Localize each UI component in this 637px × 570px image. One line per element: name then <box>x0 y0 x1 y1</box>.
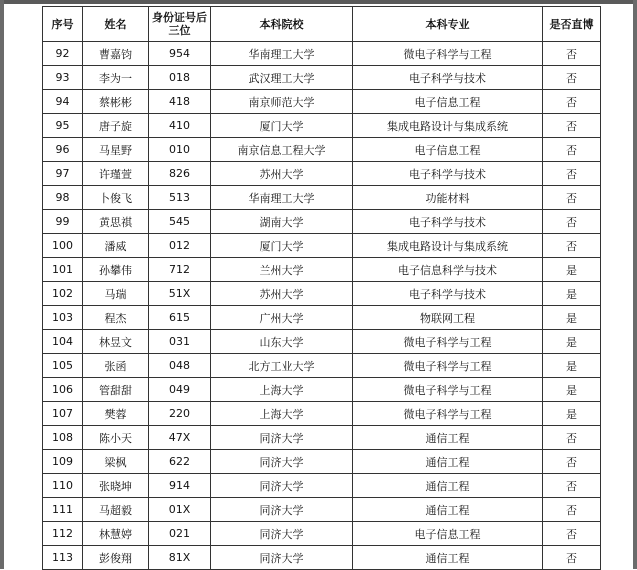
cell-school: 兰州大学 <box>211 258 353 282</box>
cell-major: 微电子科学与工程 <box>353 42 543 66</box>
cell-no: 93 <box>43 66 83 90</box>
cell-name: 唐子旋 <box>83 114 149 138</box>
cell-no: 103 <box>43 306 83 330</box>
cell-direct: 是 <box>543 306 601 330</box>
cell-direct: 否 <box>543 522 601 546</box>
cell-name: 卜俊飞 <box>83 186 149 210</box>
cell-direct: 否 <box>543 234 601 258</box>
cell-major: 通信工程 <box>353 450 543 474</box>
cell-direct: 否 <box>543 90 601 114</box>
cell-major: 电子信息科学与技术 <box>353 258 543 282</box>
cell-no: 98 <box>43 186 83 210</box>
cell-name: 潘威 <box>83 234 149 258</box>
cell-direct: 否 <box>543 186 601 210</box>
admission-table <box>42 6 601 570</box>
cell-school: 厦门大学 <box>211 234 353 258</box>
table-row <box>43 234 601 258</box>
cell-major: 微电子科学与工程 <box>353 330 543 354</box>
header-name: 姓名 <box>83 7 149 42</box>
cell-id: 826 <box>149 162 211 186</box>
cell-major: 功能材料 <box>353 186 543 210</box>
table-row <box>43 378 601 402</box>
cell-school: 苏州大学 <box>211 162 353 186</box>
cell-school: 苏州大学 <box>211 282 353 306</box>
table-row <box>43 354 601 378</box>
cell-school: 广州大学 <box>211 306 353 330</box>
cell-no: 113 <box>43 546 83 570</box>
cell-direct: 否 <box>543 546 601 570</box>
header-direct: 是否直博 <box>543 7 601 42</box>
table-row <box>43 66 601 90</box>
cell-name: 马瑞 <box>83 282 149 306</box>
cell-major: 微电子科学与工程 <box>353 354 543 378</box>
cell-major: 电子科学与技术 <box>353 162 543 186</box>
cell-id: 81X <box>149 546 211 570</box>
cell-id: 048 <box>149 354 211 378</box>
cell-name: 彭俊翔 <box>83 546 149 570</box>
cell-school: 厦门大学 <box>211 114 353 138</box>
table-row <box>43 546 601 570</box>
cell-direct: 否 <box>543 450 601 474</box>
table-row <box>43 138 601 162</box>
cell-school: 南京信息工程大学 <box>211 138 353 162</box>
cell-id: 410 <box>149 114 211 138</box>
cell-name: 张晓坤 <box>83 474 149 498</box>
cell-school: 湖南大学 <box>211 210 353 234</box>
cell-id: 010 <box>149 138 211 162</box>
cell-no: 104 <box>43 330 83 354</box>
cell-school: 南京师范大学 <box>211 90 353 114</box>
cell-major: 通信工程 <box>353 474 543 498</box>
cell-id: 049 <box>149 378 211 402</box>
cell-name: 管甜甜 <box>83 378 149 402</box>
cell-school: 上海大学 <box>211 402 353 426</box>
cell-no: 95 <box>43 114 83 138</box>
cell-direct: 否 <box>543 210 601 234</box>
cell-major: 电子科学与技术 <box>353 66 543 90</box>
cell-no: 105 <box>43 354 83 378</box>
table-row <box>43 330 601 354</box>
header-school: 本科院校 <box>211 7 353 42</box>
header-major: 本科专业 <box>353 7 543 42</box>
cell-name: 蔡彬彬 <box>83 90 149 114</box>
cell-no: 101 <box>43 258 83 282</box>
table-row <box>43 114 601 138</box>
cell-major: 微电子科学与工程 <box>353 402 543 426</box>
viewer-right-frame <box>633 0 637 569</box>
document-page <box>4 4 633 569</box>
cell-name: 张函 <box>83 354 149 378</box>
cell-no: 102 <box>43 282 83 306</box>
cell-school: 同济大学 <box>211 498 353 522</box>
cell-id: 615 <box>149 306 211 330</box>
table-row <box>43 42 601 66</box>
cell-name: 许瑾萱 <box>83 162 149 186</box>
cell-direct: 否 <box>543 162 601 186</box>
cell-name: 樊蓉 <box>83 402 149 426</box>
cell-direct: 是 <box>543 330 601 354</box>
cell-id: 031 <box>149 330 211 354</box>
cell-direct: 是 <box>543 282 601 306</box>
cell-major: 通信工程 <box>353 546 543 570</box>
table-row <box>43 90 601 114</box>
cell-major: 物联网工程 <box>353 306 543 330</box>
cell-school: 同济大学 <box>211 522 353 546</box>
cell-major: 通信工程 <box>353 498 543 522</box>
cell-no: 107 <box>43 402 83 426</box>
cell-direct: 是 <box>543 402 601 426</box>
table-body <box>43 42 601 570</box>
cell-no: 108 <box>43 426 83 450</box>
cell-id: 513 <box>149 186 211 210</box>
cell-school: 同济大学 <box>211 426 353 450</box>
cell-school: 北方工业大学 <box>211 354 353 378</box>
cell-major: 电子科学与技术 <box>353 210 543 234</box>
cell-id: 47X <box>149 426 211 450</box>
cell-major: 电子信息工程 <box>353 90 543 114</box>
table-row <box>43 522 601 546</box>
header-id: 身份证号后三位 <box>149 7 211 42</box>
cell-school: 武汉理工大学 <box>211 66 353 90</box>
cell-major: 电子信息工程 <box>353 522 543 546</box>
cell-id: 545 <box>149 210 211 234</box>
table-row <box>43 258 601 282</box>
cell-no: 100 <box>43 234 83 258</box>
cell-no: 99 <box>43 210 83 234</box>
cell-id: 712 <box>149 258 211 282</box>
table-row <box>43 306 601 330</box>
cell-direct: 否 <box>543 426 601 450</box>
cell-id: 914 <box>149 474 211 498</box>
cell-name: 曹嘉钧 <box>83 42 149 66</box>
cell-name: 林昱文 <box>83 330 149 354</box>
table-row <box>43 402 601 426</box>
table-row <box>43 426 601 450</box>
cell-name: 程杰 <box>83 306 149 330</box>
header-no: 序号 <box>43 7 83 42</box>
cell-name: 梁枫 <box>83 450 149 474</box>
cell-major: 通信工程 <box>353 426 543 450</box>
cell-direct: 是 <box>543 354 601 378</box>
cell-major: 集成电路设计与集成系统 <box>353 234 543 258</box>
cell-id: 954 <box>149 42 211 66</box>
cell-direct: 否 <box>543 474 601 498</box>
cell-direct: 是 <box>543 378 601 402</box>
cell-name: 黄思祺 <box>83 210 149 234</box>
cell-id: 01X <box>149 498 211 522</box>
cell-no: 111 <box>43 498 83 522</box>
cell-major: 电子信息工程 <box>353 138 543 162</box>
cell-direct: 否 <box>543 138 601 162</box>
cell-id: 018 <box>149 66 211 90</box>
cell-school: 同济大学 <box>211 546 353 570</box>
cell-name: 陈小天 <box>83 426 149 450</box>
cell-direct: 否 <box>543 114 601 138</box>
table-row <box>43 210 601 234</box>
table-row <box>43 450 601 474</box>
cell-id: 220 <box>149 402 211 426</box>
cell-direct: 否 <box>543 498 601 522</box>
cell-no: 97 <box>43 162 83 186</box>
cell-major: 集成电路设计与集成系统 <box>353 114 543 138</box>
cell-id: 021 <box>149 522 211 546</box>
cell-no: 112 <box>43 522 83 546</box>
table-row <box>43 474 601 498</box>
cell-no: 94 <box>43 90 83 114</box>
cell-school: 华南理工大学 <box>211 186 353 210</box>
cell-major: 微电子科学与工程 <box>353 378 543 402</box>
cell-id: 622 <box>149 450 211 474</box>
cell-name: 林慧婷 <box>83 522 149 546</box>
cell-name: 李为一 <box>83 66 149 90</box>
cell-name: 马超毅 <box>83 498 149 522</box>
cell-school: 同济大学 <box>211 450 353 474</box>
cell-id: 012 <box>149 234 211 258</box>
cell-direct: 否 <box>543 42 601 66</box>
cell-name: 孙攀伟 <box>83 258 149 282</box>
cell-school: 华南理工大学 <box>211 42 353 66</box>
cell-school: 上海大学 <box>211 378 353 402</box>
cell-id: 51X <box>149 282 211 306</box>
cell-direct: 是 <box>543 258 601 282</box>
cell-no: 109 <box>43 450 83 474</box>
cell-major: 电子科学与技术 <box>353 282 543 306</box>
table-row <box>43 162 601 186</box>
table-row <box>43 498 601 522</box>
cell-name: 马星野 <box>83 138 149 162</box>
table-row <box>43 282 601 306</box>
cell-direct: 否 <box>543 66 601 90</box>
table-header-row <box>43 7 601 42</box>
table-row <box>43 186 601 210</box>
cell-no: 96 <box>43 138 83 162</box>
cell-no: 92 <box>43 42 83 66</box>
cell-school: 同济大学 <box>211 474 353 498</box>
cell-id: 418 <box>149 90 211 114</box>
cell-no: 110 <box>43 474 83 498</box>
cell-school: 山东大学 <box>211 330 353 354</box>
cell-no: 106 <box>43 378 83 402</box>
